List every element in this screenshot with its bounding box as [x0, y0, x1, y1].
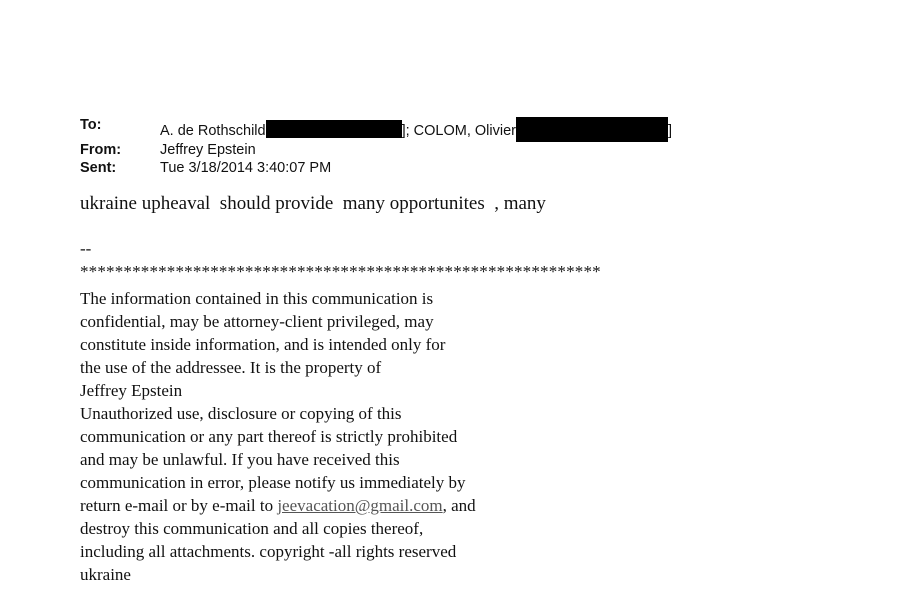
- email-link[interactable]: jeevacation@gmail.com: [277, 496, 443, 515]
- disclaimer-line: Unauthorized use, disclosure or copying of this: [80, 404, 402, 423]
- disclaimer-line: [80, 494, 600, 517]
- from-value: Jeffrey Epstein: [160, 142, 256, 158]
- disclaimer-line: the use of the addressee. It is the property of: [80, 358, 382, 377]
- disclaimer-line: The information contained in this communication is: [80, 289, 434, 308]
- disclaimer-text: return e-mail or by e-mail to: [80, 496, 278, 515]
- redaction-block: [266, 120, 402, 138]
- sent-label: Sent:: [80, 159, 117, 176]
- to-value: [160, 117, 672, 142]
- from-row: [80, 142, 672, 160]
- disclaimer-line: constitute inside information, and is intended only for: [80, 335, 446, 354]
- disclaimer-line: confidential, may be attorney-client privileged, may: [80, 312, 434, 331]
- sent-row: [80, 160, 672, 178]
- from-label: From:: [80, 142, 122, 158]
- disclaimer-text: , and: [442, 496, 476, 515]
- disclaimer-line: ukraine: [80, 565, 131, 584]
- to-label: To:: [80, 117, 102, 133]
- asterisk-divider: ************************************************************: [80, 262, 601, 281]
- disclaimer-line: including all attachments. copyright -all rights reserved: [80, 542, 457, 561]
- email-header: [80, 117, 672, 177]
- disclaimer-line: communication in error, please notify us immediately by: [80, 473, 466, 492]
- disclaimer-line: destroy this communication and all copies thereof,: [80, 519, 424, 538]
- signature-separator: --: [80, 239, 92, 258]
- disclaimer-line: Jeffrey Epstein: [80, 381, 183, 400]
- disclaimer-line: communication or any part thereof is strictly prohibited: [80, 427, 458, 446]
- to-row: [80, 117, 672, 142]
- disclaimer-line: and may be unlawful. If you have received this: [80, 450, 400, 469]
- to-recipient-1: A. de Rothschild: [160, 123, 266, 139]
- sent-value: Tue 3/18/2014 3:40:07 PM: [160, 159, 332, 176]
- to-recipient-2: ]; COLOM, Olivier: [401, 123, 516, 139]
- confidentiality-disclaimer: [80, 287, 600, 586]
- redaction-block: [516, 117, 668, 142]
- email-body: ukraine upheaval should provide many opportunites , many: [80, 193, 546, 214]
- to-bracket: ]: [668, 123, 673, 139]
